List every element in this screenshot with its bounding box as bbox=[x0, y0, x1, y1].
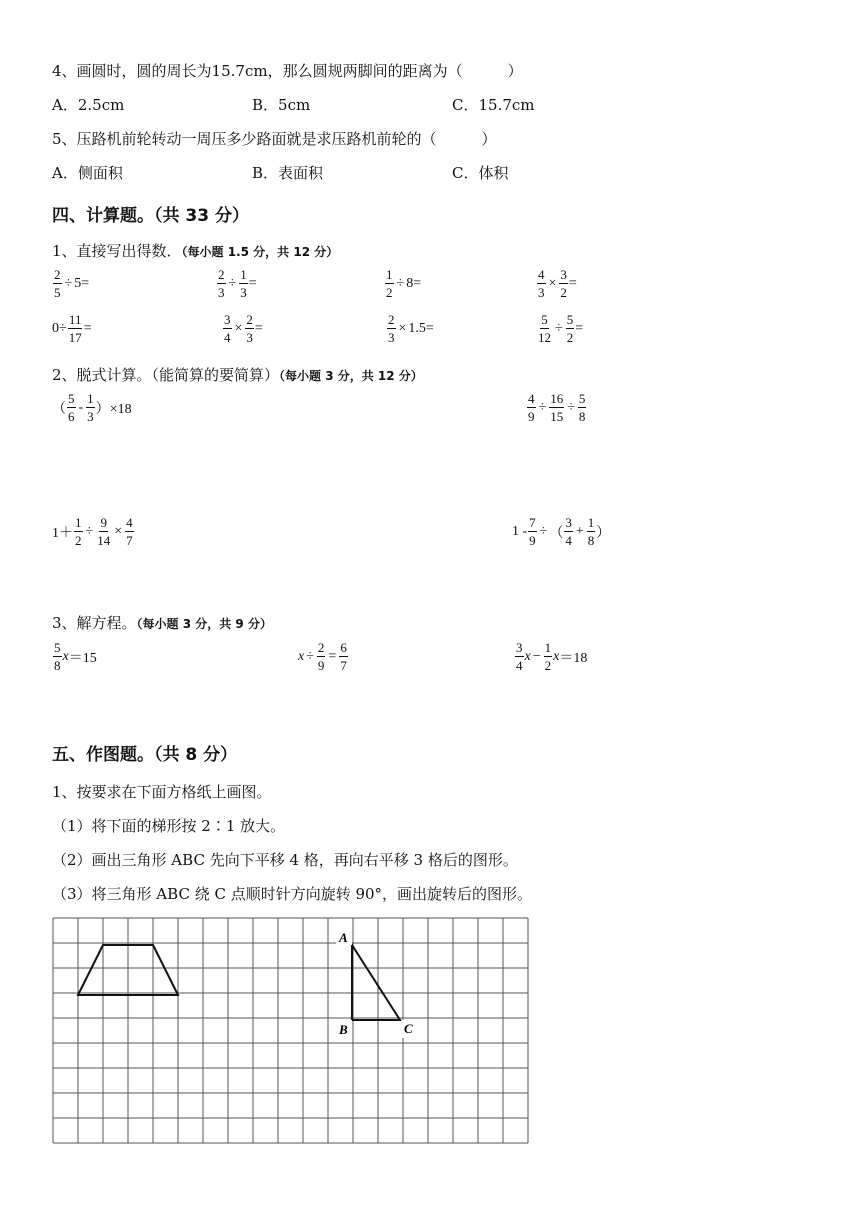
triangle-abc bbox=[352, 945, 400, 1020]
label-a: A bbox=[339, 930, 348, 945]
label-b: B bbox=[339, 1022, 348, 1037]
mental-calc-4: $\frac{4}{3}$ × $\frac{3}{2}$ = bbox=[538, 267, 577, 300]
q5-option-b: B．表面积 bbox=[252, 164, 324, 182]
question-5: 5、压路机前轮转动一周压多少路面就是求压路机前轮的（ ） bbox=[52, 130, 497, 148]
stepwise-calc-b: $\frac{4}{9}$ ÷ $\frac{16}{15}$ ÷ $\frac{5}{8}$ bbox=[528, 391, 586, 424]
grid-paper bbox=[50, 915, 530, 1151]
question-4: 4、画圆时，圆的周长为15.7cm，那么圆规两脚间的距离为（ ） bbox=[52, 62, 523, 80]
mental-calc-6: $\frac{3}{4}$ × $\frac{2}{3}$ = bbox=[224, 312, 263, 345]
mental-calc-3: $\frac{1}{2}$ ÷ 8= bbox=[386, 267, 422, 300]
drawing-question-1: 1、按要求在下面方格纸上画图。 bbox=[52, 783, 272, 801]
section-4-title: 四、计算题。（共 33 分） bbox=[52, 206, 249, 226]
sub-3-title: 3、解方程。（每小题 3 分，共 9 分） bbox=[52, 614, 272, 632]
sub-1-note: （每小题 1.5 分，共 12 分） bbox=[181, 245, 339, 259]
mental-calc-1: $\frac{2}{5}$ ÷ 5= bbox=[54, 267, 90, 300]
stepwise-calc-d: 1 - $\frac{7}{9}$ ÷ （ 3 4 + $\frac{1}{8}$ ） bbox=[512, 515, 611, 548]
mental-calc-2: $\frac{2}{3}$ ÷ $\frac{1}{3}$ = bbox=[218, 267, 257, 300]
equation-c: 3 4 x − $\frac{1}{2}$ x ＝18 bbox=[516, 640, 588, 673]
stepwise-calc-a: （ 5 6 - 1 3 ）×18 bbox=[52, 391, 132, 424]
q4-option-c: C．15.7cm bbox=[452, 96, 535, 114]
stepwise-calc-c: 1＋ $\frac{1}{2}$ ÷ $\frac{9}{14}$ × $\frac{4}{7}$ bbox=[52, 515, 133, 548]
q4-option-b: B．5cm bbox=[252, 96, 311, 114]
mental-calc-5: 0÷ $\frac{11}{17}$ = bbox=[52, 312, 92, 345]
section-5-title: 五、作图题。（共 8 分） bbox=[52, 745, 238, 765]
equation-b: x ÷ $\frac{2}{9}$ = $\frac{6}{7}$ bbox=[298, 640, 347, 673]
drawing-part-3: （3）将三角形 ABC 绕 C 点顺时针方向旋转 90°，画出旋转后的图形。 bbox=[52, 885, 533, 903]
mental-calc-8: $\frac{5}{12}$ ÷ $\frac{5}{2}$ = bbox=[538, 312, 584, 345]
q5-option-a: A．侧面积 bbox=[52, 164, 123, 182]
label-c: C bbox=[404, 1021, 413, 1036]
grid-lines bbox=[53, 918, 528, 1143]
equation-a: 5 8 x ＝15 bbox=[54, 640, 97, 673]
drawing-part-2: （2）画出三角形 ABC 先向下平移 4 格，再向右平移 3 格后的图形。 bbox=[52, 851, 518, 869]
drawing-part-1: （1）将下面的梯形按 2∶1 放大。 bbox=[52, 817, 286, 835]
sub-2-title: 2、脱式计算。（能简算的要简算）（每小题 3 分，共 12 分） bbox=[52, 366, 423, 384]
q4-option-a: A．2.5cm bbox=[52, 96, 125, 114]
sub-3-note: （每小题 3 分，共 9 分） bbox=[136, 617, 272, 631]
q5-option-c: C．体积 bbox=[452, 164, 509, 182]
mental-calc-7: $\frac{2}{3}$ × 1.5= bbox=[388, 312, 434, 345]
sub-2-note: （每小题 3 分，共 12 分） bbox=[279, 369, 423, 383]
sub-1-title: 1、直接写出得数．（每小题 1.5 分，共 12 分） bbox=[52, 242, 339, 260]
